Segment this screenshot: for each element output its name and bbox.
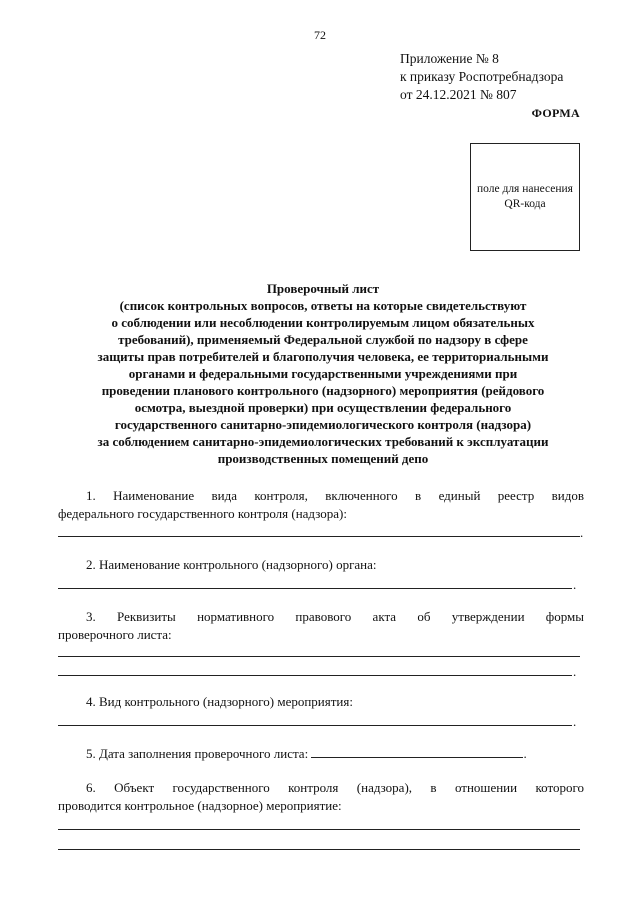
- qr-field-label-line1: поле для нанесения: [477, 183, 573, 195]
- item-1-line2: федерального государственного контроля (надзора):: [58, 506, 347, 521]
- title-line: проведении планового контрольного (надзорного) мероприятия (рейдового: [101, 383, 545, 398]
- annex-header: [400, 50, 563, 104]
- item-1-end-mark: .: [580, 525, 584, 540]
- item-3-fill-line-1[interactable]: [58, 656, 580, 657]
- title-heading: Проверочный лист: [266, 281, 380, 296]
- item-4-end-mark: .: [573, 714, 577, 729]
- title-line: за соблюдением санитарно-эпидемиологических требований к эксплуатации: [97, 434, 549, 449]
- item-5-row: [58, 745, 584, 763]
- title-line: требований), применяемый Федеральной службой по надзору в сфере: [118, 332, 528, 347]
- item-2-end-mark: .: [573, 577, 577, 592]
- page-number: 72: [314, 28, 326, 42]
- title-line: осмотра, выездной проверки) при осуществлении федерального: [134, 400, 512, 415]
- annex-order: к приказу Роспотребнадзора: [400, 69, 564, 84]
- form-label: ФОРМА: [531, 106, 580, 120]
- item-5-end-mark: .: [523, 746, 527, 761]
- item-6-line2: проводится контрольное (надзорное) мероприятие:: [58, 798, 342, 813]
- title-line: о соблюдении или несоблюдении контролируемым лицом обязательных: [111, 315, 535, 330]
- item-3-line1: 3. Реквизиты нормативного правового акта об утверждении формы: [86, 609, 584, 624]
- item-3-end-mark: .: [573, 664, 577, 679]
- item-2-fill-line[interactable]: [58, 588, 572, 589]
- item-5-date-field[interactable]: [311, 745, 523, 758]
- document-title: [58, 280, 588, 467]
- title-line: защиты прав потребителей и благополучия человека, ее территориальными: [97, 349, 549, 364]
- item-4-line1: 4. Вид контрольного (надзорного) мероприятия:: [86, 694, 353, 709]
- annex-number: Приложение № 8: [400, 51, 499, 66]
- item-2-line1: 2. Наименование контрольного (надзорного) органа:: [86, 557, 377, 572]
- title-line: (список контрольных вопросов, ответы на которые свидетельствуют: [119, 298, 527, 313]
- item-6-line1: 6. Объект государственного контроля (надзора), в отношении которого: [86, 780, 584, 795]
- item-1-fill-line[interactable]: [58, 536, 580, 537]
- qr-code-field: [470, 143, 580, 251]
- item-6-fill-line-1[interactable]: [58, 829, 580, 830]
- title-line: органами и федеральными государственными учреждениями при: [128, 366, 518, 381]
- qr-field-label: [477, 182, 573, 212]
- item-3-line2: проверочного листа:: [58, 627, 172, 642]
- item-1-line1: 1. Наименование вида контроля, включенного в единый реестр видов: [86, 488, 584, 503]
- annex-date: от 24.12.2021 № 807: [400, 87, 517, 102]
- item-3-fill-line-2[interactable]: [58, 675, 572, 676]
- item-5-label: 5. Дата заполнения проверочного листа:: [86, 746, 309, 761]
- item-4-fill-line[interactable]: [58, 725, 572, 726]
- qr-field-label-line2: QR-кода: [504, 198, 546, 210]
- title-line: государственного санитарно-эпидемиологического контроля (надзора): [114, 417, 532, 432]
- item-6-fill-line-2[interactable]: [58, 849, 580, 850]
- title-line: производственных помещений депо: [217, 451, 429, 466]
